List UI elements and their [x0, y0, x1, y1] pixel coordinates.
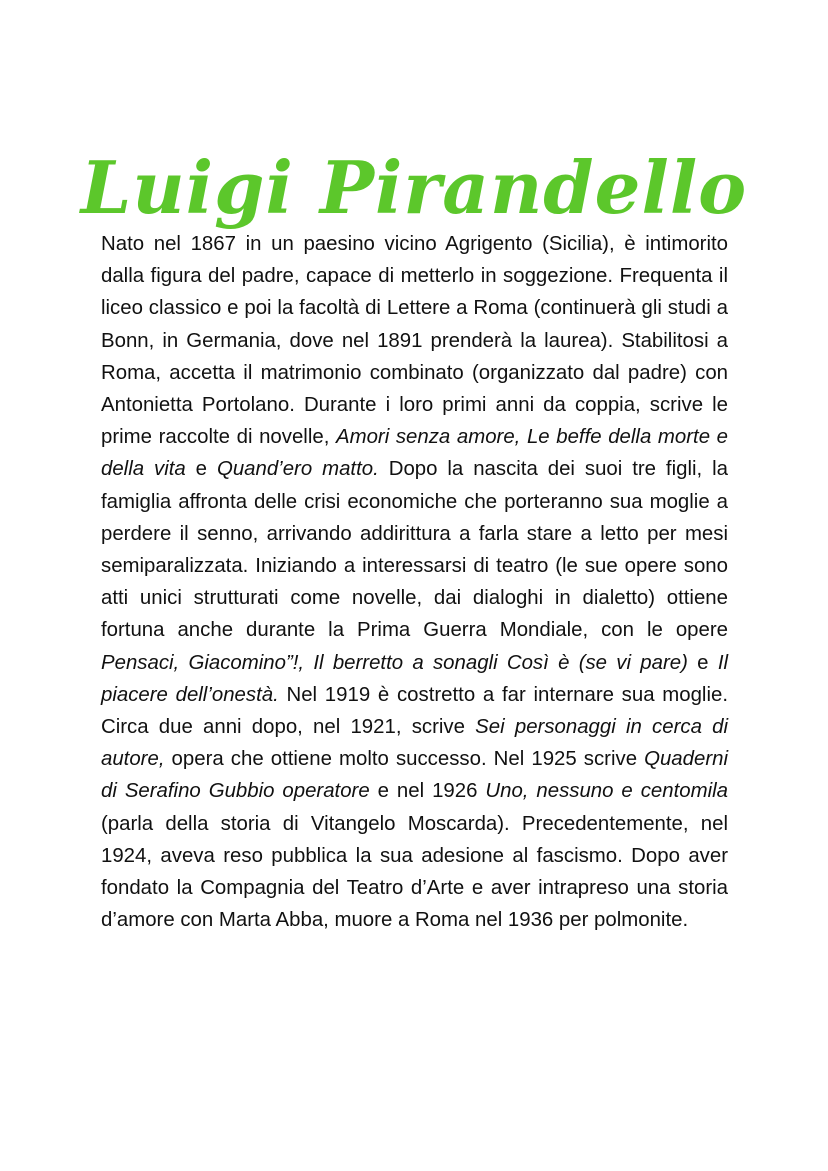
text-segment: Dopo la nascita dei suoi tre figli, la famiglia affronta delle crisi economiche che porteranno sua moglie a perdere il senno, arrivando addirittura a farla stare a letto per mesi semiparalizzata. Iniziando a interessarsi di teatro (le sue opere sono atti unici strutturati come novelle, dai dialoghi in dialetto) ottiene fortuna anche durante la Prima Guerra Mondiale, con le opere: [101, 458, 728, 642]
text-segment: (parla della storia di Vitangelo Moscarda). Precedentemente, nel 1924, aveva reso pubblica la sua adesione al fascismo. Dopo aver fondato la Compagnia del Teatro d’Arte e aver intrapreso una storia d’amore con Marta Abba, muore a Roma nel 1936 per polmonite.: [101, 812, 728, 932]
italic-work-title: Quaderni di Serafino Gubbio operatore: [101, 748, 728, 803]
text-segment: e: [185, 458, 217, 481]
italic-work-title: Sei personaggi in cerca di autore,: [101, 716, 728, 771]
text-segment: e nel 1926: [369, 780, 486, 803]
page-title: Luigi Pirandello: [80, 145, 748, 231]
text-segment: Nel 1919 è costretto a far internare sua moglie. Circa due anni dopo, nel 1921, scrive: [101, 683, 729, 739]
text-segment: e: [687, 651, 718, 674]
biography-paragraph: [101, 228, 728, 936]
italic-work-title: Amori senza amore, Le beffe della morte e della vita: [101, 426, 728, 481]
italic-work-title: Uno, nessuno e centomila: [485, 780, 728, 803]
italic-work-title: Quand’ero matto.: [216, 458, 379, 481]
italic-work-title: Pensaci, Giacomino”!, Il berretto a sonagli Così è (se vi pare): [101, 651, 688, 674]
text-segment: opera che ottiene molto successo. Nel 1925 scrive: [164, 748, 645, 771]
italic-work-title: Il piacere dell’onestà.: [101, 651, 729, 706]
text-segment: Nato nel 1867 in un paesino vicino Agrigento (Sicilia), è intimorito dalla figura del padre, capace di metterlo in soggezione. Frequenta il liceo classico e poi la facoltà di Lettere a Roma (continuerà gli studi a Bonn, in Germania, dove nel 1891 prenderà la laurea). Stabilitosi a Roma, accetta il matrimonio combinato (organizzato dal padre) con Antonietta Portolano. Durante i loro primi anni da coppia, scrive le prime raccolte di novelle,: [101, 233, 728, 449]
